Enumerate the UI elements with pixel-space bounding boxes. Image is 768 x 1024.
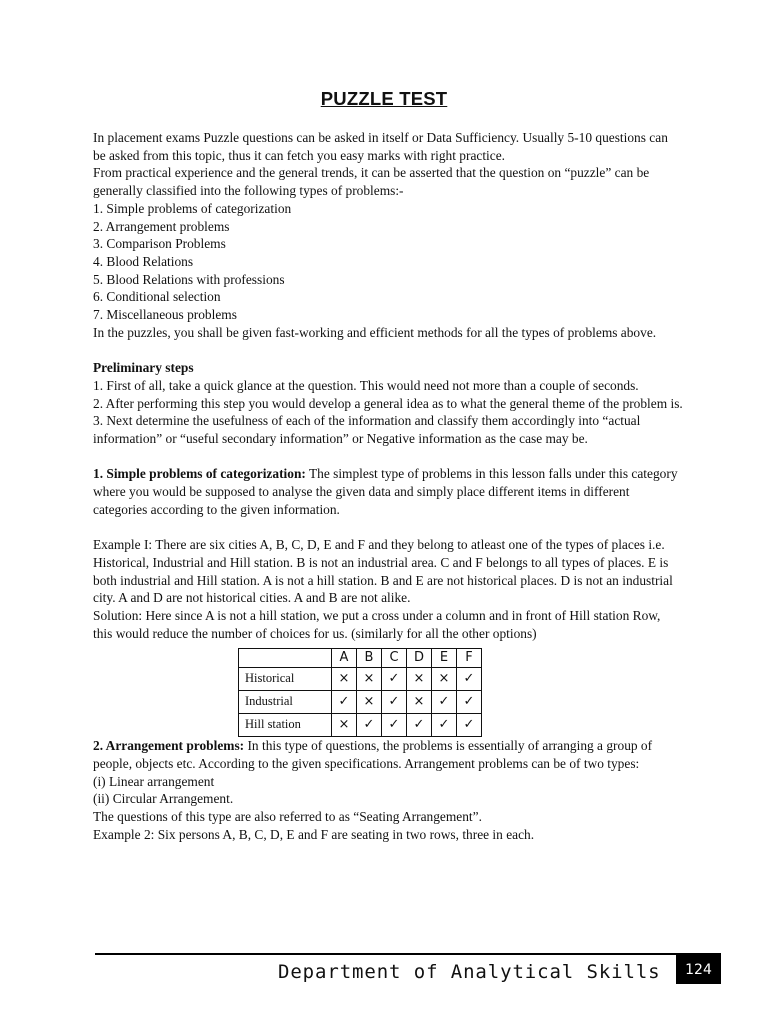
table-header-row [239, 649, 482, 668]
section1-paragraph [93, 465, 683, 518]
problem-type-item: 2. Arrangement problems [93, 218, 230, 234]
table-cell: × [407, 668, 432, 691]
column-header: E [432, 649, 457, 668]
table-cell: × [432, 668, 457, 691]
table-cell: ✓ [332, 691, 357, 714]
footer-department: Department of Analytical Skills [278, 961, 661, 983]
table-cell: × [357, 691, 382, 714]
preliminary-step: 1. First of all, take a quick glance at the question. This would need not more than a couple of seconds. [93, 377, 639, 393]
example1-solution: Solution: Here since A is not a hill station, we put a cross under a column and in front of Hill station Row, this would reduce the number of choices for us. (similarly for all the other options) [93, 607, 661, 641]
arrangement-type-item: (ii) Circular Arrangement. [93, 791, 234, 807]
table-cell: ✓ [432, 714, 457, 737]
column-header: F [457, 649, 482, 668]
column-header: A [332, 649, 357, 668]
table-cell: ✓ [432, 691, 457, 714]
intro-paragraph: In placement exams Puzzle questions can be asked in itself or Data Sufficiency. Usually 5-10 questions can be asked from this topic, thus it can fetch you easy marks with right practice. [93, 130, 668, 163]
example1-text: Example I: There are six cities A, B, C, D, E and F and they belong to atleast one of the types of places i.e. Historical, Industrial and Hill station. B is not an industrial area. C and F belongs to all types of places. E is both industrial and Hill station. A is not a hill station. B and E are not historical places. D is not an industrial city. A and D are not historical cities. A and B are not alike. [93, 537, 673, 606]
categorization-table [238, 648, 482, 737]
table-cell: × [332, 714, 357, 737]
problem-type-item: 5. Blood Relations with professions [93, 271, 285, 287]
table-row [239, 714, 482, 737]
problem-type-item: 7. Miscellaneous problems [93, 307, 237, 323]
example2-text: Example 2: Six persons A, B, C, D, E and F are seating in two rows, three in each. [93, 826, 535, 842]
column-header: D [407, 649, 432, 668]
table-row [239, 668, 482, 691]
table-cell: ✓ [357, 714, 382, 737]
section2-heading: 2. Arrangement problems: [93, 738, 245, 754]
footer-divider [95, 953, 721, 955]
section2-text: In this type of questions, the problems is essentially of arranging a group of people, objects etc. According to the given specifications. Arrangement problems can be of two types: [93, 738, 653, 772]
problem-type-item: 6. Conditional selection [93, 289, 221, 305]
row-header: Historical [239, 668, 332, 691]
problem-type-item: 1. Simple problems of categorization [93, 200, 292, 216]
intro-paragraph: From practical experience and the general trends, it can be asserted that the question on “puzzle” can be generally classified into the following types of problems:- [93, 165, 650, 199]
section2-paragraph [93, 737, 683, 772]
table-cell: ✓ [407, 714, 432, 737]
column-header: C [382, 649, 407, 668]
preliminary-step: 2. After performing this step you would develop a general idea as to what the general theme of the problem is. [93, 395, 683, 411]
table-cell: ✓ [457, 668, 482, 691]
table-cell: ✓ [457, 691, 482, 714]
row-header: Hill station [239, 714, 332, 737]
table-cell: × [357, 668, 382, 691]
table-cell: × [332, 668, 357, 691]
section1-heading: 1. Simple problems of categorization: [93, 466, 306, 482]
column-header: B [357, 649, 382, 668]
arrangement-type-item: (i) Linear arrangement [93, 773, 215, 789]
table-cell: ✓ [382, 714, 407, 737]
row-header: Industrial [239, 691, 332, 714]
page-number-badge: 124 [676, 955, 721, 984]
preliminary-heading: Preliminary steps [93, 360, 194, 376]
section2-note: The questions of this type are also referred to as “Seating Arrangement”. [93, 809, 482, 825]
table-cell: ✓ [382, 668, 407, 691]
table-corner-cell [239, 649, 332, 668]
table-cell: × [407, 691, 432, 714]
problem-type-item: 3. Comparison Problems [93, 236, 226, 252]
preliminary-step: 3. Next determine the usefulness of each of the information and classify them accordingly into “actual information” or “useful secondary information” or Negative information as the case may be. [93, 413, 641, 446]
table-cell: ✓ [382, 691, 407, 714]
document-body [93, 129, 683, 844]
page-title: PUZZLE TEST [320, 88, 448, 109]
intro-paragraph: In the puzzles, you shall be given fast-working and efficient methods for all the types of problems above. [93, 324, 657, 340]
table-cell: ✓ [457, 714, 482, 737]
problem-type-item: 4. Blood Relations [93, 253, 194, 269]
table-row [239, 691, 482, 714]
section1-text: The simplest type of problems in this lesson falls under this category where you would be supposed to analyse the given data and simply place different items in different categories according to the given information. [93, 466, 678, 517]
